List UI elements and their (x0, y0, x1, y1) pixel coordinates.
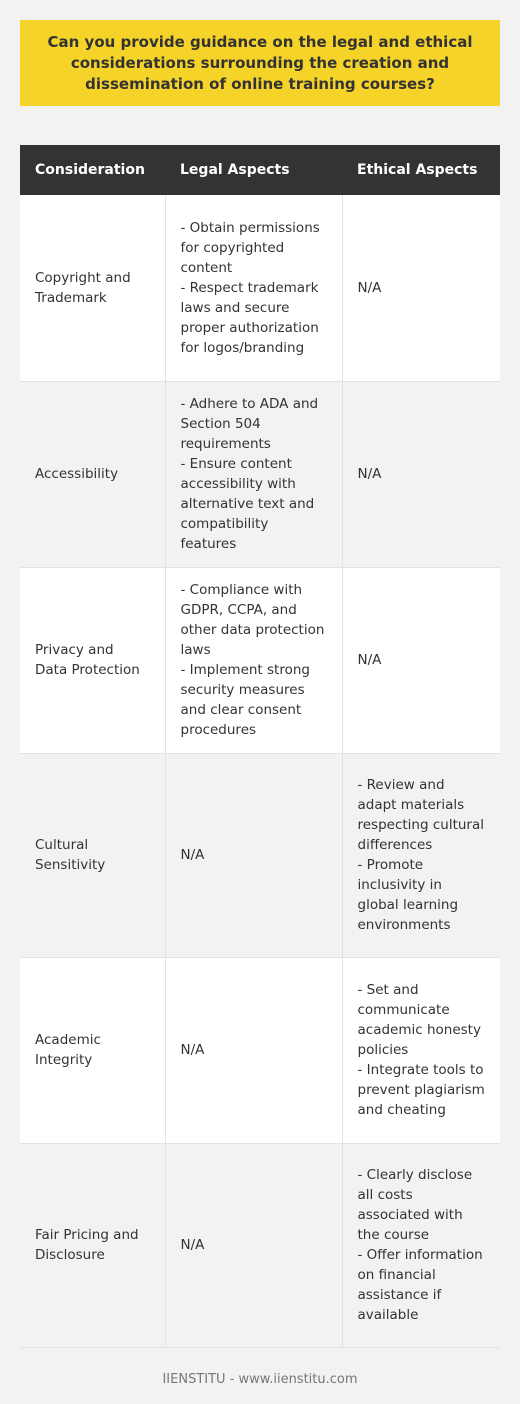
cell-consideration: Academic Integrity (20, 957, 165, 1143)
ethical-aspect-line: - Clearly disclose all costs associated with the course (357, 1167, 473, 1243)
legal-aspect-line: - Respect trademark laws and secure proper authorization for logos/branding (180, 279, 319, 356)
cell-ethical-aspects (342, 567, 500, 753)
cell-ethical-aspects (342, 195, 500, 381)
table-row (20, 753, 500, 957)
table-row (20, 195, 500, 381)
considerations-table-container (20, 145, 500, 1348)
considerations-table (20, 145, 500, 1348)
cell-legal-aspects (165, 195, 342, 381)
ethical-aspect-line: N/A (357, 466, 382, 482)
cell-legal-aspects (165, 1143, 342, 1347)
ethical-aspect-line: N/A (357, 279, 382, 296)
ethical-aspect-line: - Review and adapt materials respecting cultural differences (357, 777, 485, 853)
cell-ethical-aspects (342, 753, 500, 957)
cell-consideration: Privacy and Data Protection (20, 567, 165, 753)
cell-ethical-aspects (342, 381, 500, 567)
header-legal-aspects: Legal Aspects (165, 145, 342, 195)
cell-ethical-aspects (342, 957, 500, 1143)
legal-aspect-line: N/A (180, 847, 205, 863)
table-row (20, 567, 500, 753)
cell-legal-aspects (165, 381, 342, 567)
table-row (20, 1143, 500, 1347)
legal-aspect-line: - Compliance with GDPR, CCPA, and other data protection laws (180, 582, 325, 658)
cell-consideration: Cultural Sensitivity (20, 753, 165, 957)
legal-aspect-line: - Implement strong security measures and clear consent procedures (180, 662, 310, 738)
cell-legal-aspects (165, 753, 342, 957)
legal-aspect-line: N/A (180, 1042, 205, 1058)
cell-consideration: Accessibility (20, 381, 165, 567)
ethical-aspect-line: - Set and communicate academic honesty policies (357, 982, 481, 1058)
question-banner (20, 20, 500, 106)
cell-consideration: Fair Pricing and Disclosure (20, 1143, 165, 1347)
table-body (20, 195, 500, 1347)
table-header-row (20, 145, 500, 195)
legal-aspect-line: - Ensure content accessibility with alternative text and compatibility features (180, 456, 315, 552)
cell-legal-aspects (165, 957, 342, 1143)
table-row (20, 957, 500, 1143)
legal-aspect-line: - Obtain permissions for copyrighted content (180, 219, 320, 276)
question-text: Can you provide guidance on the legal and ethical considerations surrounding the creation and dissemination of online training courses? (47, 32, 473, 93)
cell-consideration: Copyright and Trademark (20, 195, 165, 381)
cell-legal-aspects (165, 567, 342, 753)
ethical-aspect-line: - Integrate tools to prevent plagiarism and cheating (357, 1062, 485, 1118)
ethical-aspect-line: N/A (357, 652, 382, 668)
legal-aspect-line: N/A (180, 1237, 205, 1253)
ethical-aspect-line: - Offer information on financial assistance if available (357, 1247, 483, 1323)
table-row (20, 381, 500, 567)
cell-ethical-aspects (342, 1143, 500, 1347)
ethical-aspect-line: - Promote inclusivity in global learning environments (357, 857, 459, 933)
header-ethical-aspects: Ethical Aspects (342, 145, 500, 195)
legal-aspect-line: - Adhere to ADA and Section 504 requirements (180, 396, 319, 452)
footer-credit: IIENSTITU - www.iienstitu.com (162, 1372, 358, 1387)
header-consideration: Consideration (20, 145, 165, 195)
